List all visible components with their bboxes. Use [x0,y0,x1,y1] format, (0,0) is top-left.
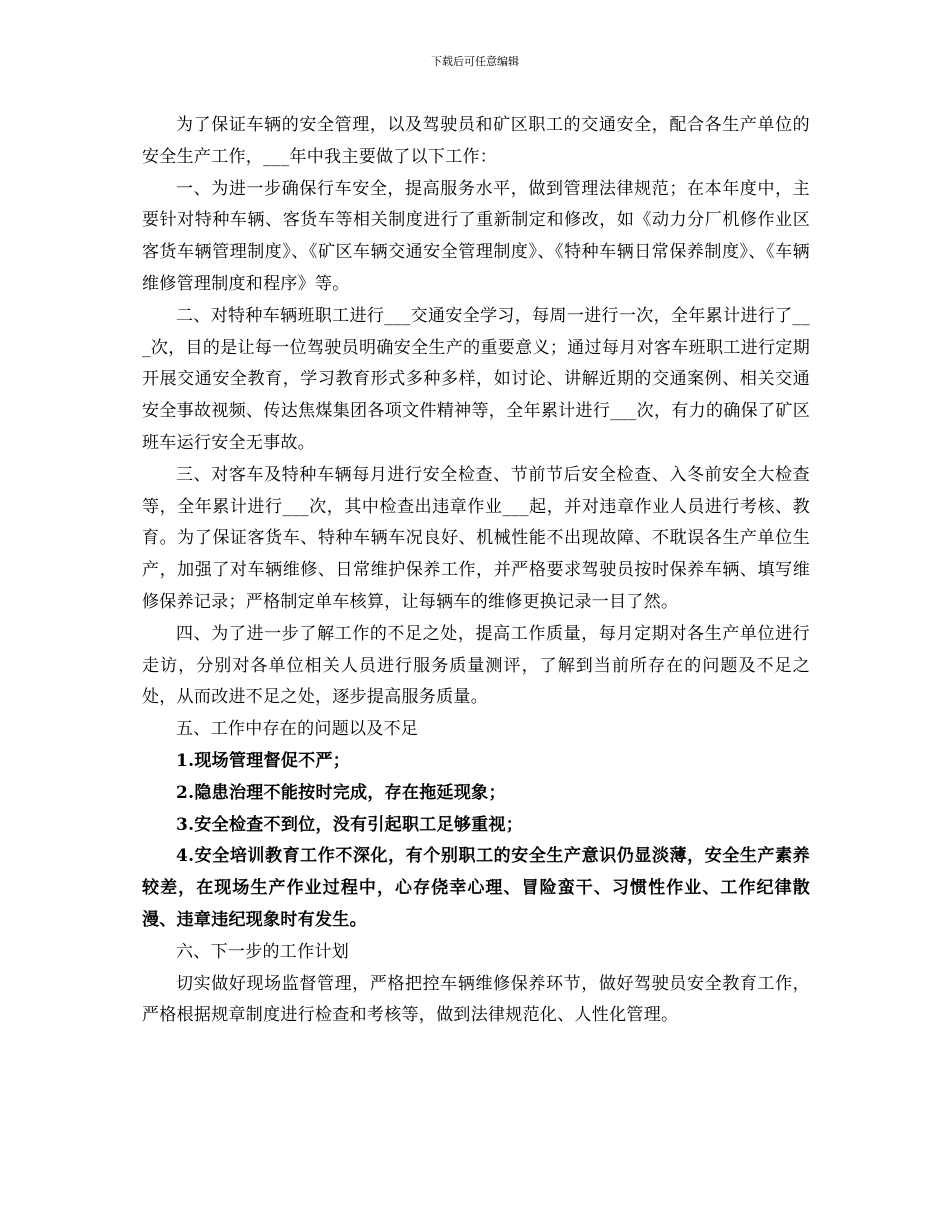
problem-item-3: 3.安全检查不到位，没有引起职工足够重视； [176,814,524,835]
section-4-paragraph: 四、为了进一步了解工作的不足之处，提高工作质量，每月定期对各生产单位进行走访，分别对各单位相关人员进行服务质量测评，了解到当前所存在的问题及不足之处，从而改进不足之处，逐步提高服务质量。 [142,623,810,708]
page-header: 下载后可任意编辑 [431,55,519,68]
section-6-heading: 六、下一步的工作计划 [176,941,349,962]
section-3-paragraph: 三、对客车及特种车辆每月进行安全检查、节前节后安全检查、入冬前安全大检查等，全年累计进行___次，其中检查出违章作业___起，并对违章作业人员进行考核、教育。为了保证客货车、特种车辆车况良好、机械性能不出现故障、不耽误各生产单位生产，加强了对车辆维修、日常维护保养工作，并严格要求驾驶员按时保养车辆、填写维修保养记录；严格制定单车核算，让每辆车的维修更换记录一目了然。 [142,464,810,612]
plan-paragraph: 切实做好现场监督管理，严格把控车辆维修保养环节，做好驾驶员安全教育工作，严格根据规章制度进行检查和考核等，做到法律规范化、人性化管理。 [142,973,810,1026]
section-1-paragraph: 一、为进一步确保行车安全，提高服务水平，做到管理法律规范；在本年度中，主要针对特种车辆、客货车等相关制度进行了重新制定和修改，如《动力分厂机修作业区客货车辆管理制度》、《矿区车辆交通安全管理制度》、《特种车辆日常保养制度》、《车辆维修管理制度和程序》等。 [142,178,810,294]
problem-item-2: 2.隐患治理不能按时完成，存在拖延现象； [176,782,506,803]
problem-item-1: 1.现场管理督促不严； [176,750,351,771]
section-2-paragraph: 二、对特种车辆班职工进行___交通安全学习，每周一进行一次，全年累计进行了___次，目的是让每一位驾驶员明确安全生产的重要意义；通过每月对客车班职工进行定期开展交通安全教育，学习教育形式多种多样，如讨论、讲解近期的交通案例、相关交通安全事故视频、传达焦煤集团各项文件精神等，全年累计进行___次，有力的确保了矿区班车运行安全无事故。 [142,305,810,453]
problem-item-4: 4.安全培训教育工作不深化，有个别职工的安全生产意识仍显淡薄，安全生产素养较差，在现场生产作业过程中，心存侥幸心理、冒险蛮干、习惯性作业、工作纪律散漫、违章违纪现象时有发生。 [142,846,810,930]
intro-paragraph: 为了保证车辆的安全管理，以及驾驶员和矿区职工的交通安全，配合各生产单位的安全生产工作，___年中我主要做了以下工作： [142,115,810,167]
section-5-heading: 五、工作中存在的问题以及不足 [176,719,419,740]
document-body [142,110,810,1032]
